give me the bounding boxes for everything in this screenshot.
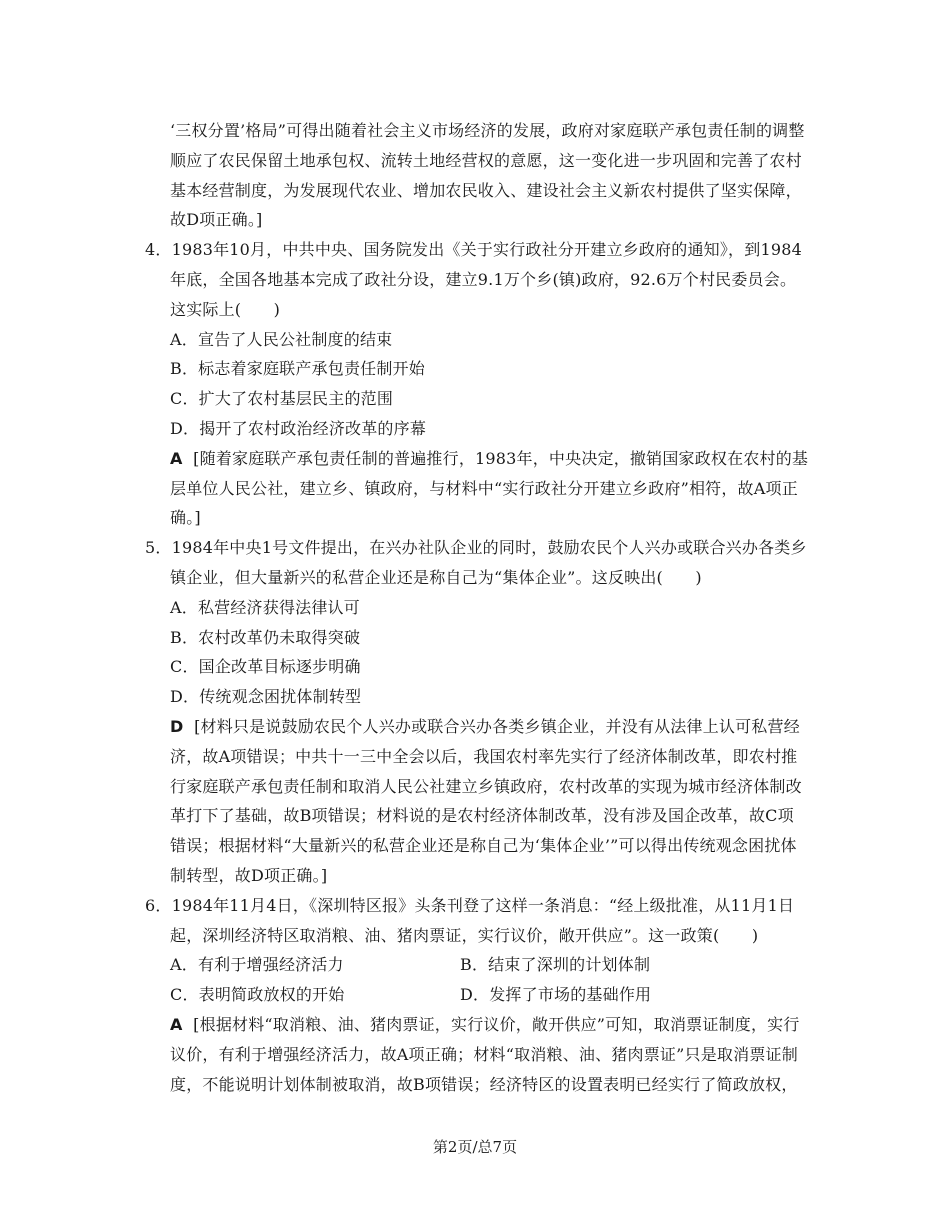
question-4-stem: 这实际上( ) (170, 300, 281, 319)
question-6-stem: 起，深圳经济特区取消粮、油、猪肉票证，实行议价，敞开供应”。这一政策( ) (170, 926, 759, 945)
q5-explanation-line: 错误；根据材料“大量新兴的私营企业还是称自己为‘集体企业’”可以得出传统观念困扰体 (170, 836, 797, 855)
q5-answer-explanation (170, 717, 800, 737)
q6-explanation-line: 度，不能说明计划体制被取消，故B项错误；经济特区的设置表明已经实行了简政放权， (170, 1075, 798, 1094)
text-line: 故D项正确。] (170, 210, 263, 229)
question-4-stem: 4．1983年10月，中共中央、国务院发出《关于实行政社分开建立乡政府的通知》，到1984 (145, 240, 802, 259)
q4-option-a: A．宣告了人民公社制度的结束 (170, 330, 393, 349)
q4-answer: A (170, 449, 183, 468)
question-4-stem: 年底，全国各地基本完成了政社分设，建立9.1万个乡(镇)政府，92.6万个村民委员会。 (170, 270, 797, 289)
question-6-stem: 6．1984年11月4日，《深圳特区报》头条刊登了这样一条消息：“经上级批准，从11月1日 (145, 896, 795, 915)
q6-option-b: B．结束了深圳的计划体制 (460, 955, 651, 974)
page-number-footer: 第2页/总7页 (432, 1138, 518, 1156)
q6-option-a: A．有利于增强经济活力 (170, 955, 344, 974)
q5-option-b: B．农村改革仍未取得突破 (170, 628, 361, 647)
q5-option-a: A．私营经济获得法律认可 (170, 598, 360, 617)
q5-explanation-line: [材料只是说鼓励农民个人兴办或联合兴办各类乡镇企业，并没有从法律上认可私营经 (194, 717, 800, 736)
q4-option-b: B．标志着家庭联产承包责任制开始 (170, 359, 425, 378)
q5-option-c: C．国企改革目标逐步明确 (170, 657, 361, 676)
q4-explanation-line: 确。] (170, 508, 201, 527)
q6-explanation-line: [根据材料“取消粮、油、猪肉票证，实行议价，敞开供应”可知，取消票证制度，实行 (193, 1015, 800, 1034)
q6-answer-explanation (170, 1015, 800, 1035)
q6-answer: A (170, 1015, 183, 1034)
q5-explanation-line: 革打下了基础，故B项错误；材料说的是农村经济体制改革，没有涉及国企改革，故C项 (170, 806, 794, 825)
q5-option-d: D．传统观念困扰体制转型 (170, 687, 362, 706)
q5-explanation-line: 制转型，故D项正确。] (170, 866, 328, 885)
question-5-stem: 镇企业，但大量新兴的私营企业还是称自己为“集体企业”。这反映出( ) (170, 568, 702, 587)
text-line: 基本经营制度，为发展现代农业、增加农民收入、建设社会主义新农村提供了坚实保障， (170, 181, 802, 200)
q4-explanation-line: [随着家庭联产承包责任制的普遍推行，1983年，中央决定，撤销国家政权在农村的基 (193, 449, 809, 468)
text-line: 顺应了农民保留土地承包权、流转土地经营权的意愿，这一变化进一步巩固和完善了农村 (170, 151, 802, 170)
q5-explanation-line: 行家庭联产承包责任制和取消人民公社建立乡镇政府，农村改革的实现为城市经济体制改 (170, 777, 802, 796)
q5-answer: D (170, 717, 184, 736)
q6-explanation-line: 议价，有利于增强经济活力，故A项正确；材料“取消粮、油、猪肉票证”只是取消票证制 (170, 1045, 798, 1064)
q6-option-c: C．表明简政放权的开始 (170, 985, 345, 1004)
question-5-stem: 5．1984年中央1号文件提出，在兴办社队企业的同时，鼓励农民个人兴办或联合兴办各类乡 (145, 538, 807, 557)
q6-option-d: D．发挥了市场的基础作用 (460, 985, 652, 1004)
q4-explanation-line: 层单位人民公社，建立乡、镇政府，与材料中“实行政社分开建立乡政府”相符，故A项正 (170, 479, 798, 498)
q4-option-c: C．扩大了农村基层民主的范围 (170, 389, 394, 408)
q5-explanation-line: 济，故A项错误；中共十一三中全会以后，我国农村率先实行了经济体制改革，即农村推 (170, 747, 798, 766)
q4-answer-explanation (170, 449, 808, 469)
q4-option-d: D．揭开了农村政治经济改革的序幕 (170, 419, 427, 438)
text-line: ‘三权分置’格局”可得出随着社会主义市场经济的发展，政府对家庭联产承包责任制的调整 (170, 121, 805, 140)
